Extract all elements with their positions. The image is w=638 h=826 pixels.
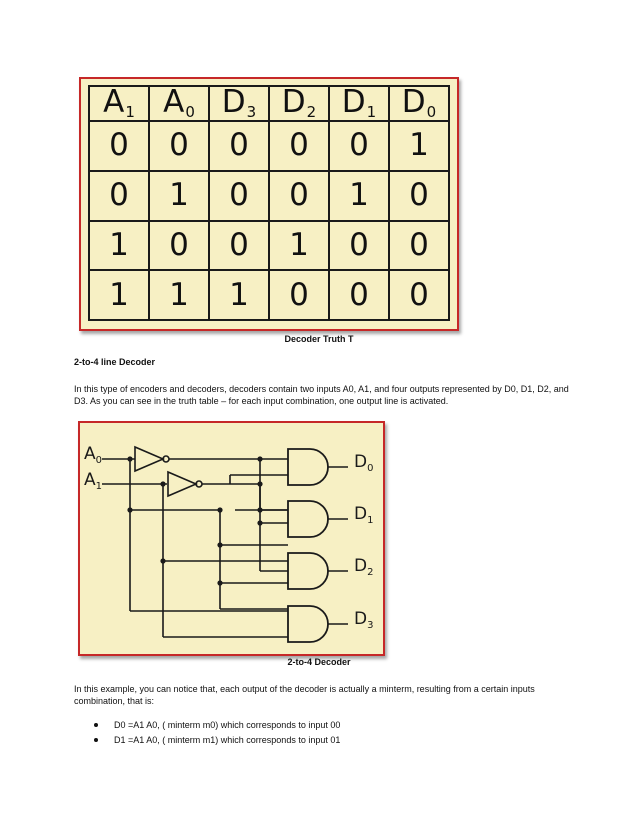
paragraph-minterm: In this example, you can notice that, each output of the decoder is actually a minterm, resulting from a certain inputs combination, that is: xyxy=(74,684,535,706)
bullet-icon xyxy=(94,738,98,742)
output-label-d0: $D_0$ xyxy=(354,452,374,474)
and-gate-0 xyxy=(288,449,328,485)
table-cell: 1 xyxy=(149,270,209,320)
circuit-labels xyxy=(84,444,373,631)
and-gates xyxy=(288,449,328,642)
table-cell: 0 xyxy=(209,171,269,221)
output-label-d3: $D_3$ xyxy=(354,609,374,631)
decoder-caption: 2-to-4 Decoder xyxy=(287,657,351,667)
table-cell: 1 xyxy=(329,171,389,221)
truth-table-caption: Decoder Truth T xyxy=(284,334,354,344)
table-row xyxy=(89,121,449,171)
table-row xyxy=(89,270,449,320)
table-cell: 1 xyxy=(89,270,149,320)
table-cell: 1 xyxy=(209,270,269,320)
paragraph-intro: In this type of encoders and decoders, decoders contain two inputs A0, A1, and four outputs represented by D0, D1, D2, and D3. As you can see in the truth table – for each input combination, one output line is activated. xyxy=(74,384,569,406)
table-cell: 0 xyxy=(389,171,449,221)
table-cell: 0 xyxy=(329,121,389,171)
table-cell: 1 xyxy=(149,171,209,221)
table-cell: 1 xyxy=(89,221,149,271)
and-gate-1 xyxy=(288,501,328,537)
header-cell: $D_1$ xyxy=(329,86,389,121)
input-label-a1: $A_1$ xyxy=(84,470,103,492)
table-cell: 0 xyxy=(269,270,329,320)
table-cell: 0 xyxy=(89,121,149,171)
table-cell: 1 xyxy=(269,221,329,271)
table-cell: 0 xyxy=(89,171,149,221)
table-row xyxy=(89,221,449,271)
input-label-a0: $A_0$ xyxy=(84,444,103,466)
table-cell: 0 xyxy=(389,270,449,320)
output-label-d2: $D_2$ xyxy=(354,556,374,578)
table-cell: 0 xyxy=(389,221,449,271)
header-cell: $D_3$ xyxy=(209,86,269,121)
header-cell: $A_1$ xyxy=(89,86,149,121)
and-gate-3 xyxy=(288,606,328,642)
table-cell: 0 xyxy=(269,171,329,221)
table-cell: 0 xyxy=(209,221,269,271)
bullet-icon xyxy=(94,723,98,727)
table-cell: 0 xyxy=(329,270,389,320)
list-item: D0 =A1 A0, ( minterm m0) which corresponds to input 00 xyxy=(74,718,340,733)
table-cell: 0 xyxy=(149,221,209,271)
table-cell: 1 xyxy=(389,121,449,171)
decoder-circuit-figure xyxy=(78,421,385,656)
and-gate-2 xyxy=(288,553,328,589)
table-cell: 0 xyxy=(149,121,209,171)
truth-table-header-row xyxy=(89,86,449,121)
output-label-d1: $D_1$ xyxy=(354,504,374,526)
header-cell: $D_0$ xyxy=(389,86,449,121)
list-item: D1 =A1 A0, ( minterm m1) which corresponds to input 01 xyxy=(74,733,340,748)
table-cell: 0 xyxy=(269,121,329,171)
header-cell: $A_0$ xyxy=(149,86,209,121)
header-cell: $D_2$ xyxy=(269,86,329,121)
table-row xyxy=(89,171,449,221)
truth-table xyxy=(88,85,450,321)
decoder-circuit-diagram xyxy=(80,423,383,654)
truth-table-figure xyxy=(79,77,459,331)
section-heading: 2-to-4 line Decoder xyxy=(74,357,156,367)
table-cell: 0 xyxy=(209,121,269,171)
minterm-list xyxy=(74,718,340,748)
table-cell: 0 xyxy=(329,221,389,271)
